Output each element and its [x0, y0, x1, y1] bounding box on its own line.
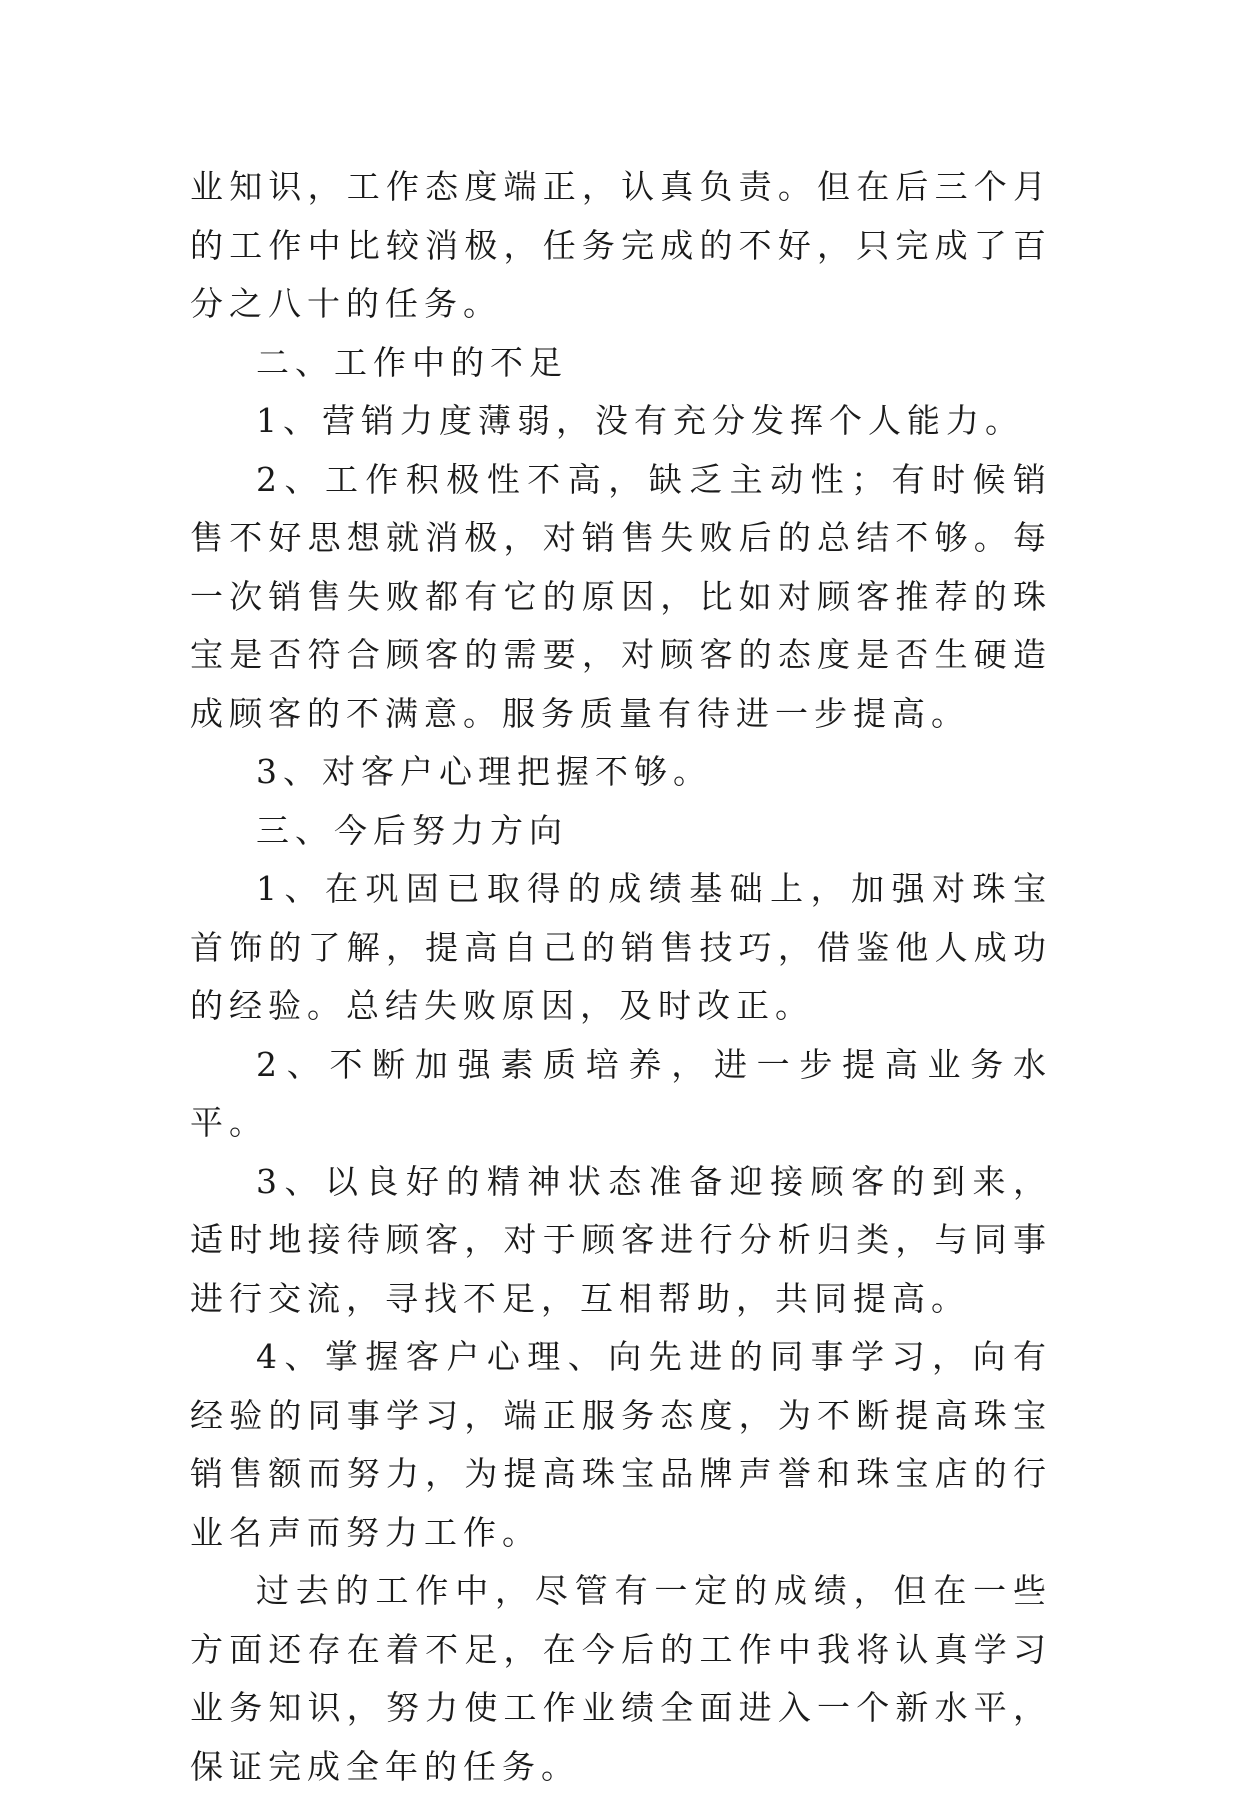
document-body — [190, 158, 1052, 1796]
paragraph-direction-1: 1、在巩固已取得的成绩基础上，加强对珠宝首饰的了解，提高自己的销售技巧，借鉴他人成功的经验。总结失败原因，及时改正。 — [190, 869, 1052, 1025]
paragraph-continuation: 业知识，工作态度端正，认真负责。但在后三个月的工作中比较消极，任务完成的不好，只完成了百分之八十的任务。 — [190, 167, 1052, 323]
paragraph-shortcoming-1: 1、营销力度薄弱，没有充分发挥个人能力。 — [256, 401, 1024, 440]
paragraph-direction-4: 4、掌握客户心理、向先进的同事学习，向有经验的同事学习，端正服务态度，为不断提高珠宝销售额而努力，为提高珠宝品牌声誉和珠宝店的行业名声而努力工作。 — [190, 1337, 1052, 1552]
paragraph-direction-3: 3、以良好的精神状态准备迎接顾客的到来，适时地接待顾客，对于顾客进行分析归类，与同事进行交流，寻找不足，互相帮助，共同提高。 — [190, 1161, 1052, 1318]
paragraph-shortcoming-2: 2、工作积极性不高，缺乏主动性；有时候销售不好思想就消极，对销售失败后的总结不够。每一次销售失败都有它的原因，比如对顾客推荐的珠宝是否符合顾客的需要，对顾客的态度是否生硬造成顾客的不满意。服务质量有待进一步提高。 — [190, 459, 1052, 733]
paragraph-conclusion: 过去的工作中，尽管有一定的成绩，但在一些方面还存在着不足，在今后的工作中我将认真学习业务知识，努力使工作业绩全面进入一个新水平，保证完成全年的任务。 — [190, 1571, 1052, 1786]
paragraph-shortcoming-3: 3、对客户心理把握不够。 — [256, 752, 712, 791]
section-heading-shortcomings: 二、工作中的不足 — [256, 342, 568, 382]
paragraph-direction-2: 2、不断加强素质培养，进一步提高业务水平。 — [190, 1044, 1052, 1142]
section-heading-future-direction: 三、今后努力方向 — [256, 810, 568, 850]
